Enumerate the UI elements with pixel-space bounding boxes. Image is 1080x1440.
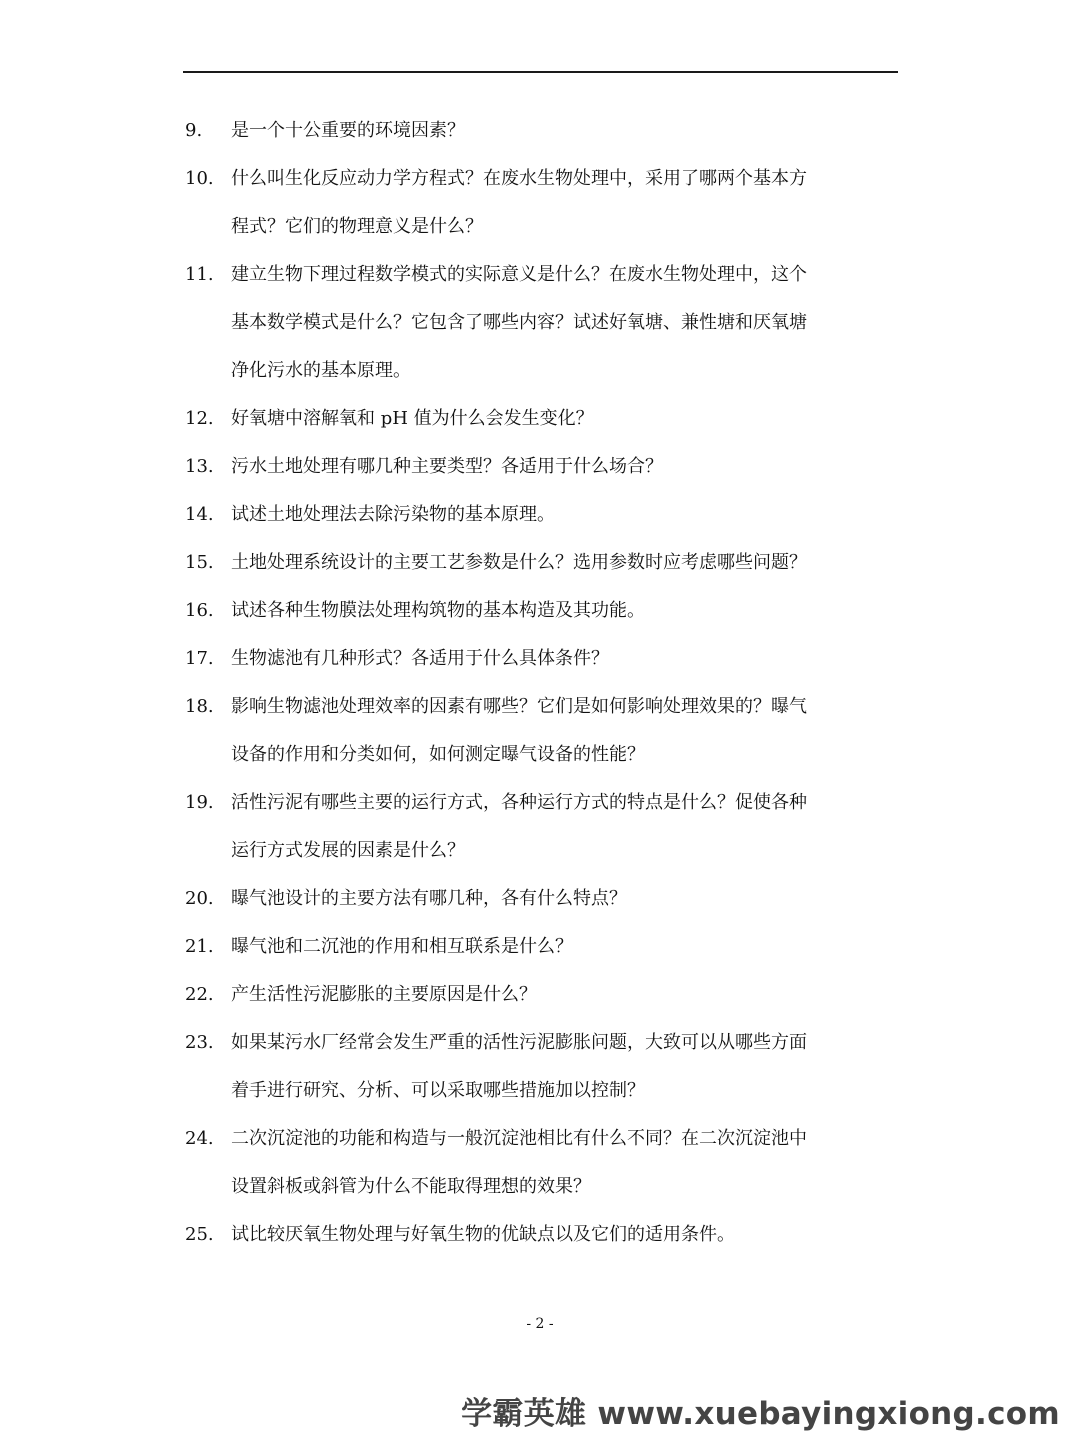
question-number: 13. — [185, 456, 214, 477]
question-text-line: 污水土地处理有哪几种主要类型？各适用于什么场合？ — [231, 456, 663, 477]
question-text-line: 建立生物下理过程数学模式的实际意义是什么？在废水生物处理中，这个 — [231, 264, 807, 285]
question-text-line: 曝气池和二沉池的作用和相互联系是什么？ — [231, 936, 573, 957]
question-text-line: 曝气池设计的主要方法有哪几种，各有什么特点？ — [231, 888, 627, 909]
question-number: 16. — [185, 600, 214, 621]
question-text-line: 运行方式发展的因素是什么？ — [231, 840, 465, 861]
question-number: 23. — [185, 1032, 214, 1053]
top-divider-line — [183, 71, 898, 73]
question-text-line: 二次沉淀池的功能和构造与一般沉淀池相比有什么不同？在二次沉淀池中 — [231, 1128, 807, 1149]
question-number: 11. — [185, 264, 214, 285]
question-text-line: 好氧塘中溶解氧和 pH 值为什么会发生变化？ — [231, 408, 594, 429]
question-number: 17. — [185, 648, 214, 669]
question-text-line: 设置斜板或斜管为什么不能取得理想的效果？ — [231, 1176, 591, 1197]
question-text-line: 是一个十公重要的环境因素？ — [231, 120, 465, 141]
question-number: 24. — [185, 1128, 214, 1149]
question-text-line: 如果某污水厂经常会发生严重的活性污泥膨胀问题，大致可以从哪些方面 — [231, 1032, 807, 1053]
question-number: 20. — [185, 888, 214, 909]
question-text-line: 什么叫生化反应动力学方程式？在废水生物处理中，采用了哪两个基本方 — [231, 168, 807, 189]
question-text-line: 试述各种生物膜法处理构筑物的基本构造及其功能。 — [231, 600, 645, 621]
question-text-line: 试比较厌氧生物处理与好氧生物的优缺点以及它们的适用条件。 — [231, 1224, 735, 1245]
question-text-line: 净化污水的基本原理。 — [231, 360, 411, 381]
question-text-line: 影响生物滤池处理效率的因素有哪些？它们是如何影响处理效果的？曝气 — [231, 696, 807, 717]
question-number: 9. — [185, 120, 203, 141]
question-text-line: 试述土地处理法去除污染物的基本原理。 — [231, 504, 555, 525]
question-text-line: 产生活性污泥膨胀的主要原因是什么？ — [231, 984, 537, 1005]
site-watermark: 学霸英雄 www.xuebayingxiong.com — [461, 1396, 1060, 1432]
question-number: 25. — [185, 1224, 214, 1245]
question-number: 22. — [185, 984, 214, 1005]
question-text-line: 生物滤池有几种形式？各适用于什么具体条件？ — [231, 648, 609, 669]
question-text-line: 土地处理系统设计的主要工艺参数是什么？选用参数时应考虑哪些问题？ — [231, 552, 807, 573]
question-number: 21. — [185, 936, 214, 957]
question-number: 10. — [185, 168, 214, 189]
question-text-line: 着手进行研究、分析、可以采取哪些措施加以控制？ — [231, 1080, 645, 1101]
question-number: 18. — [185, 696, 214, 717]
question-text-line: 基本数学模式是什么？它包含了哪些内容？试述好氧塘、兼性塘和厌氧塘 — [231, 312, 807, 333]
question-text-line: 程式？它们的物理意义是什么？ — [231, 216, 483, 237]
question-number: 12. — [185, 408, 214, 429]
page-number: - 2 - — [526, 1316, 554, 1332]
question-number: 19. — [185, 792, 214, 813]
question-number: 14. — [185, 504, 214, 525]
question-text-line: 活性污泥有哪些主要的运行方式，各种运行方式的特点是什么？促使各种 — [231, 792, 807, 813]
question-text-line: 设备的作用和分类如何，如何测定曝气设备的性能？ — [231, 744, 645, 765]
question-number: 15. — [185, 552, 214, 573]
